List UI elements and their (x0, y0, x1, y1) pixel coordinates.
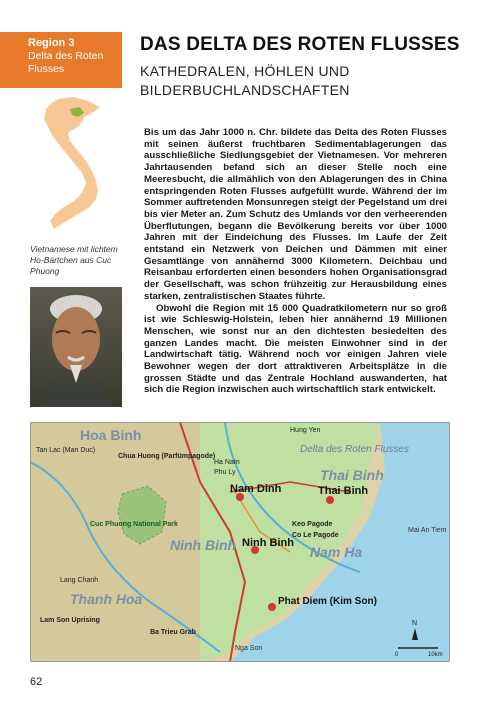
subtitle-line2: BILDERBUCHLANDSCHAFTEN (140, 82, 350, 98)
place-lang-chanh: Lang Chanh (60, 577, 99, 584)
place-ha-nam: Ha Nam (214, 459, 240, 466)
city-marker (326, 496, 334, 504)
vietnam-shape (44, 97, 100, 229)
body-paragraph-2: Obwohl die Region mit 15 000 Quadratkilometern nur so groß ist wie Schleswig-Holstein, leben hier annähernd 19 Millionen Menschen, wie sonst nur an den dichtesten besiedelten des ganzen Landes macht. Die meisten Einwohner sind in der Landwirtschaft tätig. Während noch vor einigen Jahren viele Bewohner wegen der dort attraktiveren Arbeitsplätze in die grossen Städte und das Zentrale Hochland auswanderten, hat sich die Region inzwischen auch wirtschaftlich stark entwickelt. (144, 302, 447, 396)
scale-zero: 0 (395, 652, 399, 658)
page-number: 62 (30, 676, 43, 688)
region-map (30, 422, 450, 662)
place-cuc-phuong: Cuc Phuong National Park (90, 521, 178, 528)
north-label: N (412, 620, 418, 627)
scale-10km: 10km (428, 652, 443, 658)
city-phat-diem: Phat Diem (Kim Son) (278, 596, 377, 607)
place-co-le: Co Le Pagode (292, 532, 339, 539)
page-title: DAS DELTA DES ROTEN FLUSSES (140, 34, 460, 55)
place-phu-ly: Phu Ly (214, 469, 236, 476)
portrait-photo (30, 287, 122, 407)
province-ninh-binh: Ninh Binh (170, 537, 237, 553)
vietnam-locator-map (30, 95, 122, 237)
place-tan-lac: Tan Lac (Man Duc) (36, 447, 96, 454)
page-subtitle (140, 62, 460, 100)
place-ba-trieu: Ba Trieu Grab (150, 629, 196, 636)
map-title: Delta des Roten Flusses (300, 444, 409, 455)
city-marker (268, 603, 276, 611)
province-thai-binh: Thai Binh (320, 467, 384, 483)
province-nam-ha: Nam Ha (310, 544, 363, 560)
city-thai-binh: Thai Binh (318, 485, 369, 497)
body-paragraph-1: Bis um das Jahr 1000 n. Chr. bildete das Delta des Roten Flusses mit seinen äußerst fruchtbaren Sedimentablagerungen das ausschließliche Siedlungsgebiet der Vietnamesen. Vor mehreren Jahrtausenden befand sich an dieser Stelle noch eine Meeresbucht, die allmählich von den Ablagerungen des in China entspringenden Roten Flusses aufgefüllt wurde. Während der im Sommer auftretenden Monsunregen steigt der Pegelstand um drei bis vier Meter an. Zum Schutz des Umlands vor den verheerenden Überflutungen, begann die Bevölkerung bereits vor über 1000 Jahren mit der Eindeichung des Flusses. Im Laufe der Zeit entstand ein Netzwerk von Deichen und Dämmen mit einer Gesamtlänge von annähernd 3000 Kilometern. Deichbau und Reisanbau erforderten einen besonders hohen Organisationsgrad der Gesellschaft, was schon frühzeitig zur Herausbildung eines starken, zentralistischen Staates führte. (144, 127, 447, 302)
photo-caption: Vietnamese mit lichtem Ho-Bärtchen aus Cuc Phuong (30, 244, 118, 276)
province-hoa-binh: Hoa Binh (80, 427, 142, 443)
place-chua-huong: Chua Huong (Parfümpagode) (118, 453, 216, 460)
subtitle-line1: KATHEDRALEN, HÖHLEN UND (140, 63, 350, 79)
region-tab (0, 32, 122, 88)
place-lam-son: Lam Son Uprising (40, 617, 100, 624)
province-thanh-hoa: Thanh Hoa (70, 591, 143, 607)
region-name-line1: Delta des Roten (28, 50, 104, 62)
place-ba-lat: Mai An Tiem (408, 527, 447, 534)
place-keo-pagode: Keo Pagode (292, 521, 333, 528)
city-nam-dinh: Nam Dinh (230, 483, 282, 495)
region-number: Region 3 (28, 37, 75, 49)
place-dao-hon-ne: Nga Son (235, 645, 263, 652)
body-text (144, 127, 447, 396)
city-ninh-binh: Ninh Binh (242, 537, 294, 549)
region-name-line2: Flusses (28, 63, 65, 75)
place-hung-yen: Hung Yen (290, 427, 321, 434)
